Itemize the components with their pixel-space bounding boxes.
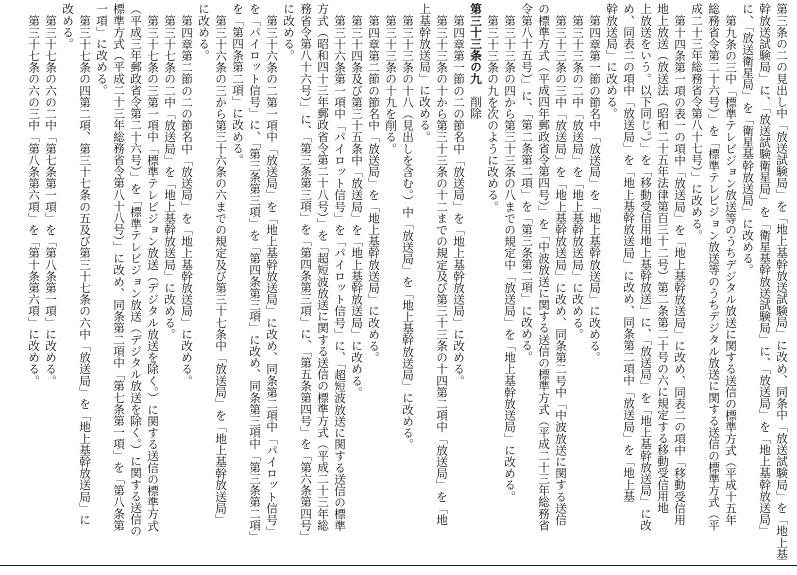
- text-column: 第三十七条の三第一項中「標準テレビジョン放送（デジタル放送を除く。）に関する送信の標準方式: [146, 15, 160, 532]
- text-column: 成二十三年総務省令第八十七号）」に改める。: [690, 3, 704, 241]
- text-column: 幹放送局」に改める。: [605, 3, 619, 119]
- text-column: 第三十三条の二中「放送局」を「地上基幹放送局」に改める。: [571, 15, 585, 340]
- text-column: 地上放送（放送法（昭和二十五年法律第百三十二号）第二条第二十号の六に規定する移動受信用地: [656, 3, 670, 514]
- text-column: 第三十三条の九を次のように改める。: [486, 15, 500, 213]
- text-column: 総務省令第二十六号）」を「標準テレビジョン放送等のうちデジタル放送に関する送信の標準方式（平: [707, 3, 721, 531]
- text-column: 第三十四条及び第三十五条中「放送局」を「地上基幹放送局」に改める。: [350, 15, 364, 398]
- text-column: 第九条の三中「標準テレビジョン放送等のうちデジタル放送に関する送信の標準方式（平成十五年: [724, 15, 738, 526]
- text-column: 幹放送試験局」に、「放送試験衛星局」を「衛星基幹放送試験局」に、「放送局」を「地上基幹放送局」: [758, 3, 772, 537]
- text-column: 改める。: [61, 3, 75, 50]
- text-column: 第三十七条の六の三中「第八条第六項」を「第十条第六項」に改める。: [27, 15, 41, 387]
- article-number: 第三十三条の九: [469, 3, 483, 85]
- text-column: 令第八十五号）」に、「第二条第二項」を「第三条第二項」に改める。: [520, 3, 534, 363]
- text-column: に改める。: [197, 3, 211, 61]
- text-column: の標準方式（平成四年郵政省令第四号）」を「中波放送に関する送信の標準方式（平成二十三年総務省: [537, 3, 551, 531]
- text-column: 一項」に改める。: [95, 3, 109, 96]
- text-column: を「第四条第二項」に改める。: [231, 3, 245, 166]
- text-column: 第四章第一節の節名中「放送局」を「地上基幹放送局」に改める。: [588, 15, 602, 363]
- text-column: 第三条の二の見出し中「放送試験局」を「地上基幹放送試験局」に改め、同条中「放送試験局」を「地上基: [775, 3, 789, 560]
- text-column: 第四章第二節の節名中「放送局」を「地上基幹放送局」に改める。: [367, 15, 381, 363]
- text-column: 第三十七条の二中「放送局」を「地上基幹放送局」に改める。: [163, 15, 177, 340]
- text-column: に改める。: [282, 3, 296, 61]
- article-deleted-note: 削除: [469, 84, 483, 120]
- text-column: 第三十六条の三から第三十六条の六までの規定及び第三十七条中「放送局」を「地上基幹放送局」: [214, 15, 228, 526]
- text-column: 第三十七条の四第二項、第三十七条の五及び第三十七条の六中「放送局」を「地上基幹放送局」に: [78, 15, 92, 526]
- text-column: 方式（昭和四十三年郵政省令第二十八号）」を「超短波放送に関する送信の標準方式（平成二十三年総: [316, 3, 330, 531]
- text-column: 務省令第八十六号）」に、「第三条第三項」を「第四条第三項」に、「第五条第四号」を「第六条第四号」: [299, 3, 313, 543]
- text-column: 第三十六条第一項中「パイロット信号」を「パイロット信号」に、「超短波放送に関する送信の標準: [333, 15, 347, 532]
- article-heading: [469, 3, 483, 563]
- text-column: め、同表二の項中「放送局」を「地上基幹放送局」に改め、同条第二項中「放送局」を「地上基: [622, 3, 636, 502]
- text-column: 第三十三条の十から第三十三条の十二までの規定及び第三十三条の十四第二項中「放送局」を「地: [435, 15, 449, 526]
- text-column: 第三十三条の四から第三十三条の八までの規定中「放送局」を「地上基幹放送局」に改める。: [503, 15, 517, 503]
- text-column: 第十四条第一項の表一の項中「放送局」を「地上基幹放送局」に改め、同表二の項中「移動受信用: [673, 15, 687, 526]
- text-column: 上基幹放送局」に改める。: [418, 3, 432, 143]
- text-column: を「パイロット信号」に、「第三条第三項」を「第四条第三項」に改め、同条第三項中「第三条第二項」: [248, 3, 262, 543]
- text-column: 第四章第二節の二の節名中「放送局」を「地上基幹放送局」に改める。: [180, 15, 194, 387]
- text-column: 標準方式（平成二十三年総務省令第八十八号）」に改め、同条第二項中「第七条第一項」を「第八条第: [112, 3, 126, 531]
- text-column: 第三十六条の二第一項中「放送局」を「地上基幹放送局」に改め、同条第二項中「パイロット信号」: [265, 15, 279, 537]
- text-column: 第三十三条の十九を削る。: [384, 15, 398, 155]
- text-column: 第三十三条の三中「放送局」を「地上基幹放送局」に改め、同条第二号中「中波放送に関する送信: [554, 15, 568, 526]
- text-column: 上放送をいう。以下同じ。）」を「移動受信用地上基幹放送」に、「放送局」を「地上基幹放送局」に改: [639, 3, 653, 531]
- text-column: 第三十三条の十八（見出しを含む。）中「放送局」を「地上基幹放送局」に改める。: [401, 15, 415, 450]
- text-column: に、「放送衛星局」を「衛星基幹放送局」に改める。: [741, 3, 755, 276]
- text-column: 第四章第一節の二の節名中「放送局」を「地上基幹放送局」に改める。: [452, 15, 466, 387]
- text-column: 第三十七条の六の二中「第七条第一項」を「第八条第一項」に改める。: [44, 15, 58, 387]
- text-column: （平成三年郵政省令第二十六号）」を「標準テレビジョン放送（デジタル放送を除く。）に関する送信の: [129, 3, 143, 537]
